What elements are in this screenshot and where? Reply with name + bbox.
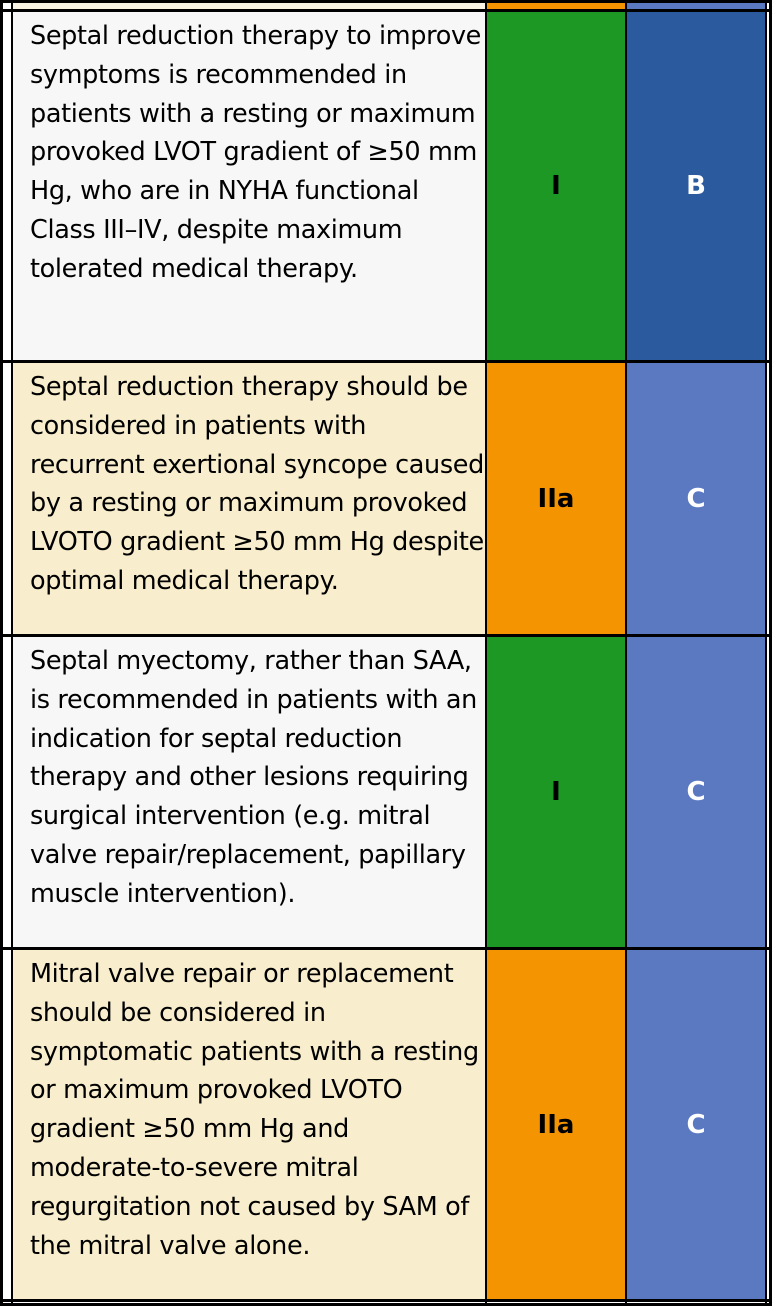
table-row: [3, 12, 769, 360]
column-divider: [485, 3, 487, 1303]
class-cell: [487, 950, 625, 1299]
recommendation-text: Mitral valve repair or replacement should be considered in symptomatic patients with a resting or maximum provoked LVOTO gradient ≥50 mm Hg and moderate-to-severe mitral regurgitation not caused by SAM of the mitral valve alone.: [11, 950, 485, 1299]
recommendation-text: Septal reduction therapy to improve symptoms is recommended in patients with a resting or maximum provoked LVOT gradient of ≥50 mm Hg, who are in NYHA functional Class III–IV, despite maximum tolerated medical therapy.: [11, 12, 485, 360]
level-cell: [627, 363, 765, 634]
level-label: C: [686, 483, 706, 514]
class-cell: [487, 12, 625, 360]
level-label: B: [686, 171, 706, 201]
class-label: I: [551, 777, 561, 807]
class-cell: [487, 637, 625, 947]
table-row: [3, 950, 769, 1299]
table-row: [3, 363, 769, 634]
class-label: I: [551, 171, 561, 201]
column-divider: [765, 3, 767, 1303]
level-cell: [627, 637, 765, 947]
table-row: [3, 637, 769, 947]
recommendation-text: Septal myectomy, rather than SAA, is recommended in patients with an indication for septal reduction therapy and other lesions requiring surgical intervention (e.g. mitral valve repair/replacement, papillary muscle intervention).: [11, 637, 485, 947]
class-label: IIa: [537, 1109, 575, 1140]
level-cell: [627, 12, 765, 360]
class-cell: [487, 363, 625, 634]
column-divider: [11, 3, 13, 1303]
class-label: IIa: [537, 483, 575, 514]
row-divider: [3, 1299, 769, 1302]
level-label: C: [686, 1109, 706, 1140]
recommendation-text: Septal reduction therapy should be considered in patients with recurrent exertional syncope caused by a resting or maximum provoked LVOTO gradient ≥50 mm Hg despite optimal medical therapy.: [11, 363, 485, 634]
level-cell: [627, 950, 765, 1299]
column-divider: [625, 3, 627, 1303]
level-label: C: [686, 777, 706, 807]
